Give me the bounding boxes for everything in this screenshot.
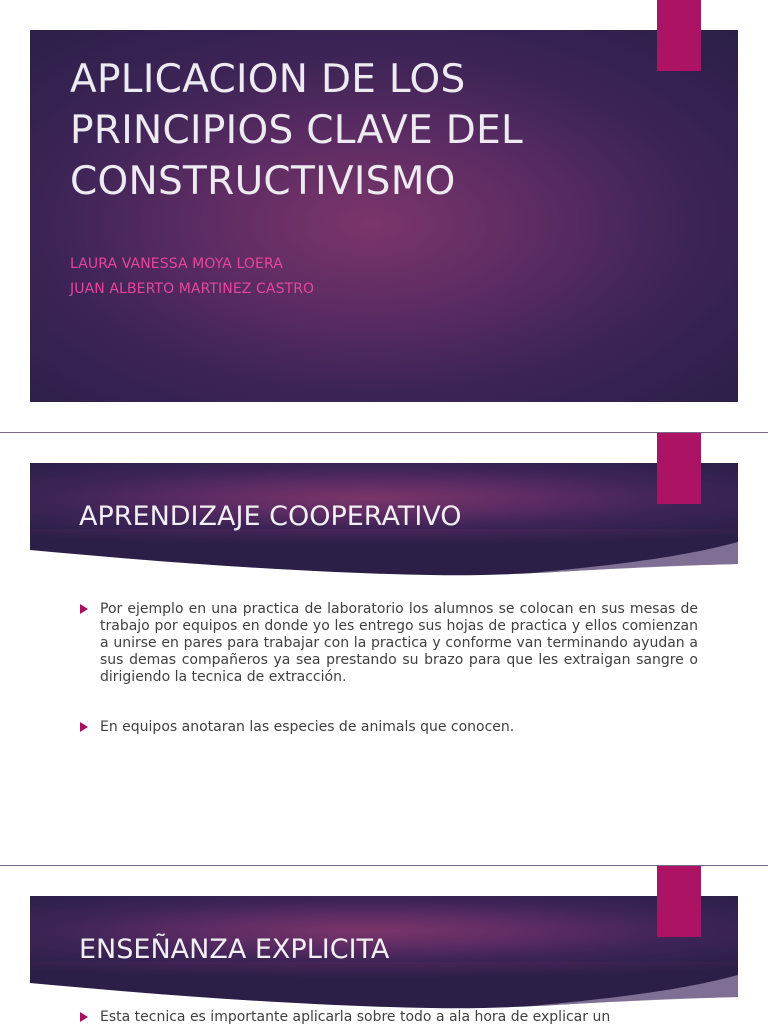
title-slide[interactable] bbox=[0, 0, 768, 432]
bullet-item bbox=[78, 719, 698, 736]
author-name: LAURA VANESSA MOYA LOERA bbox=[70, 256, 283, 272]
slide-title: APRENDIZAJE COOPERATIVO bbox=[79, 501, 462, 532]
bullet-list bbox=[78, 601, 698, 736]
content-slide[interactable] bbox=[0, 433, 768, 865]
header-banner-wave bbox=[30, 962, 738, 1010]
bullet-text: En equipos anotaran las especies de animals que conocen. bbox=[100, 719, 515, 735]
author-name: JUAN ALBERTO MARTINEZ CASTRO bbox=[70, 281, 315, 297]
triangle-bullet-icon bbox=[80, 604, 88, 614]
bullet-item bbox=[78, 601, 698, 686]
accent-tab bbox=[657, 0, 701, 71]
accent-tab bbox=[657, 866, 701, 937]
triangle-bullet-icon bbox=[80, 1012, 88, 1022]
bullet-item bbox=[78, 1009, 698, 1024]
header-banner-wave bbox=[30, 529, 738, 577]
bullet-list bbox=[78, 1009, 698, 1024]
triangle-bullet-icon bbox=[80, 722, 88, 732]
bullet-text: Esta tecnica es importante aplicarla sobre todo a ala hora de explicar un bbox=[100, 1009, 611, 1024]
content-slide[interactable] bbox=[0, 866, 768, 1024]
slide-title: ENSEÑANZA EXPLICITA bbox=[79, 934, 390, 965]
presentation-title: APLICACION DE LOS PRINCIPIOS CLAVE DEL CONSTRUCTIVISMO bbox=[70, 57, 524, 204]
accent-tab bbox=[657, 433, 701, 504]
bullet-text: Por ejemplo en una practica de laboratorio los alumnos se colocan en sus mesas de trabajo por equipos en donde yo les entrego sus hojas de practica y ellos comienzan a unirse en pares para trabajar con la practica y conforme van terminando ayudan a sus demas compañeros ya sea prestando su brazo para que les extraigan sangre o dirigiendo la tecnica de extracción. bbox=[100, 601, 698, 685]
